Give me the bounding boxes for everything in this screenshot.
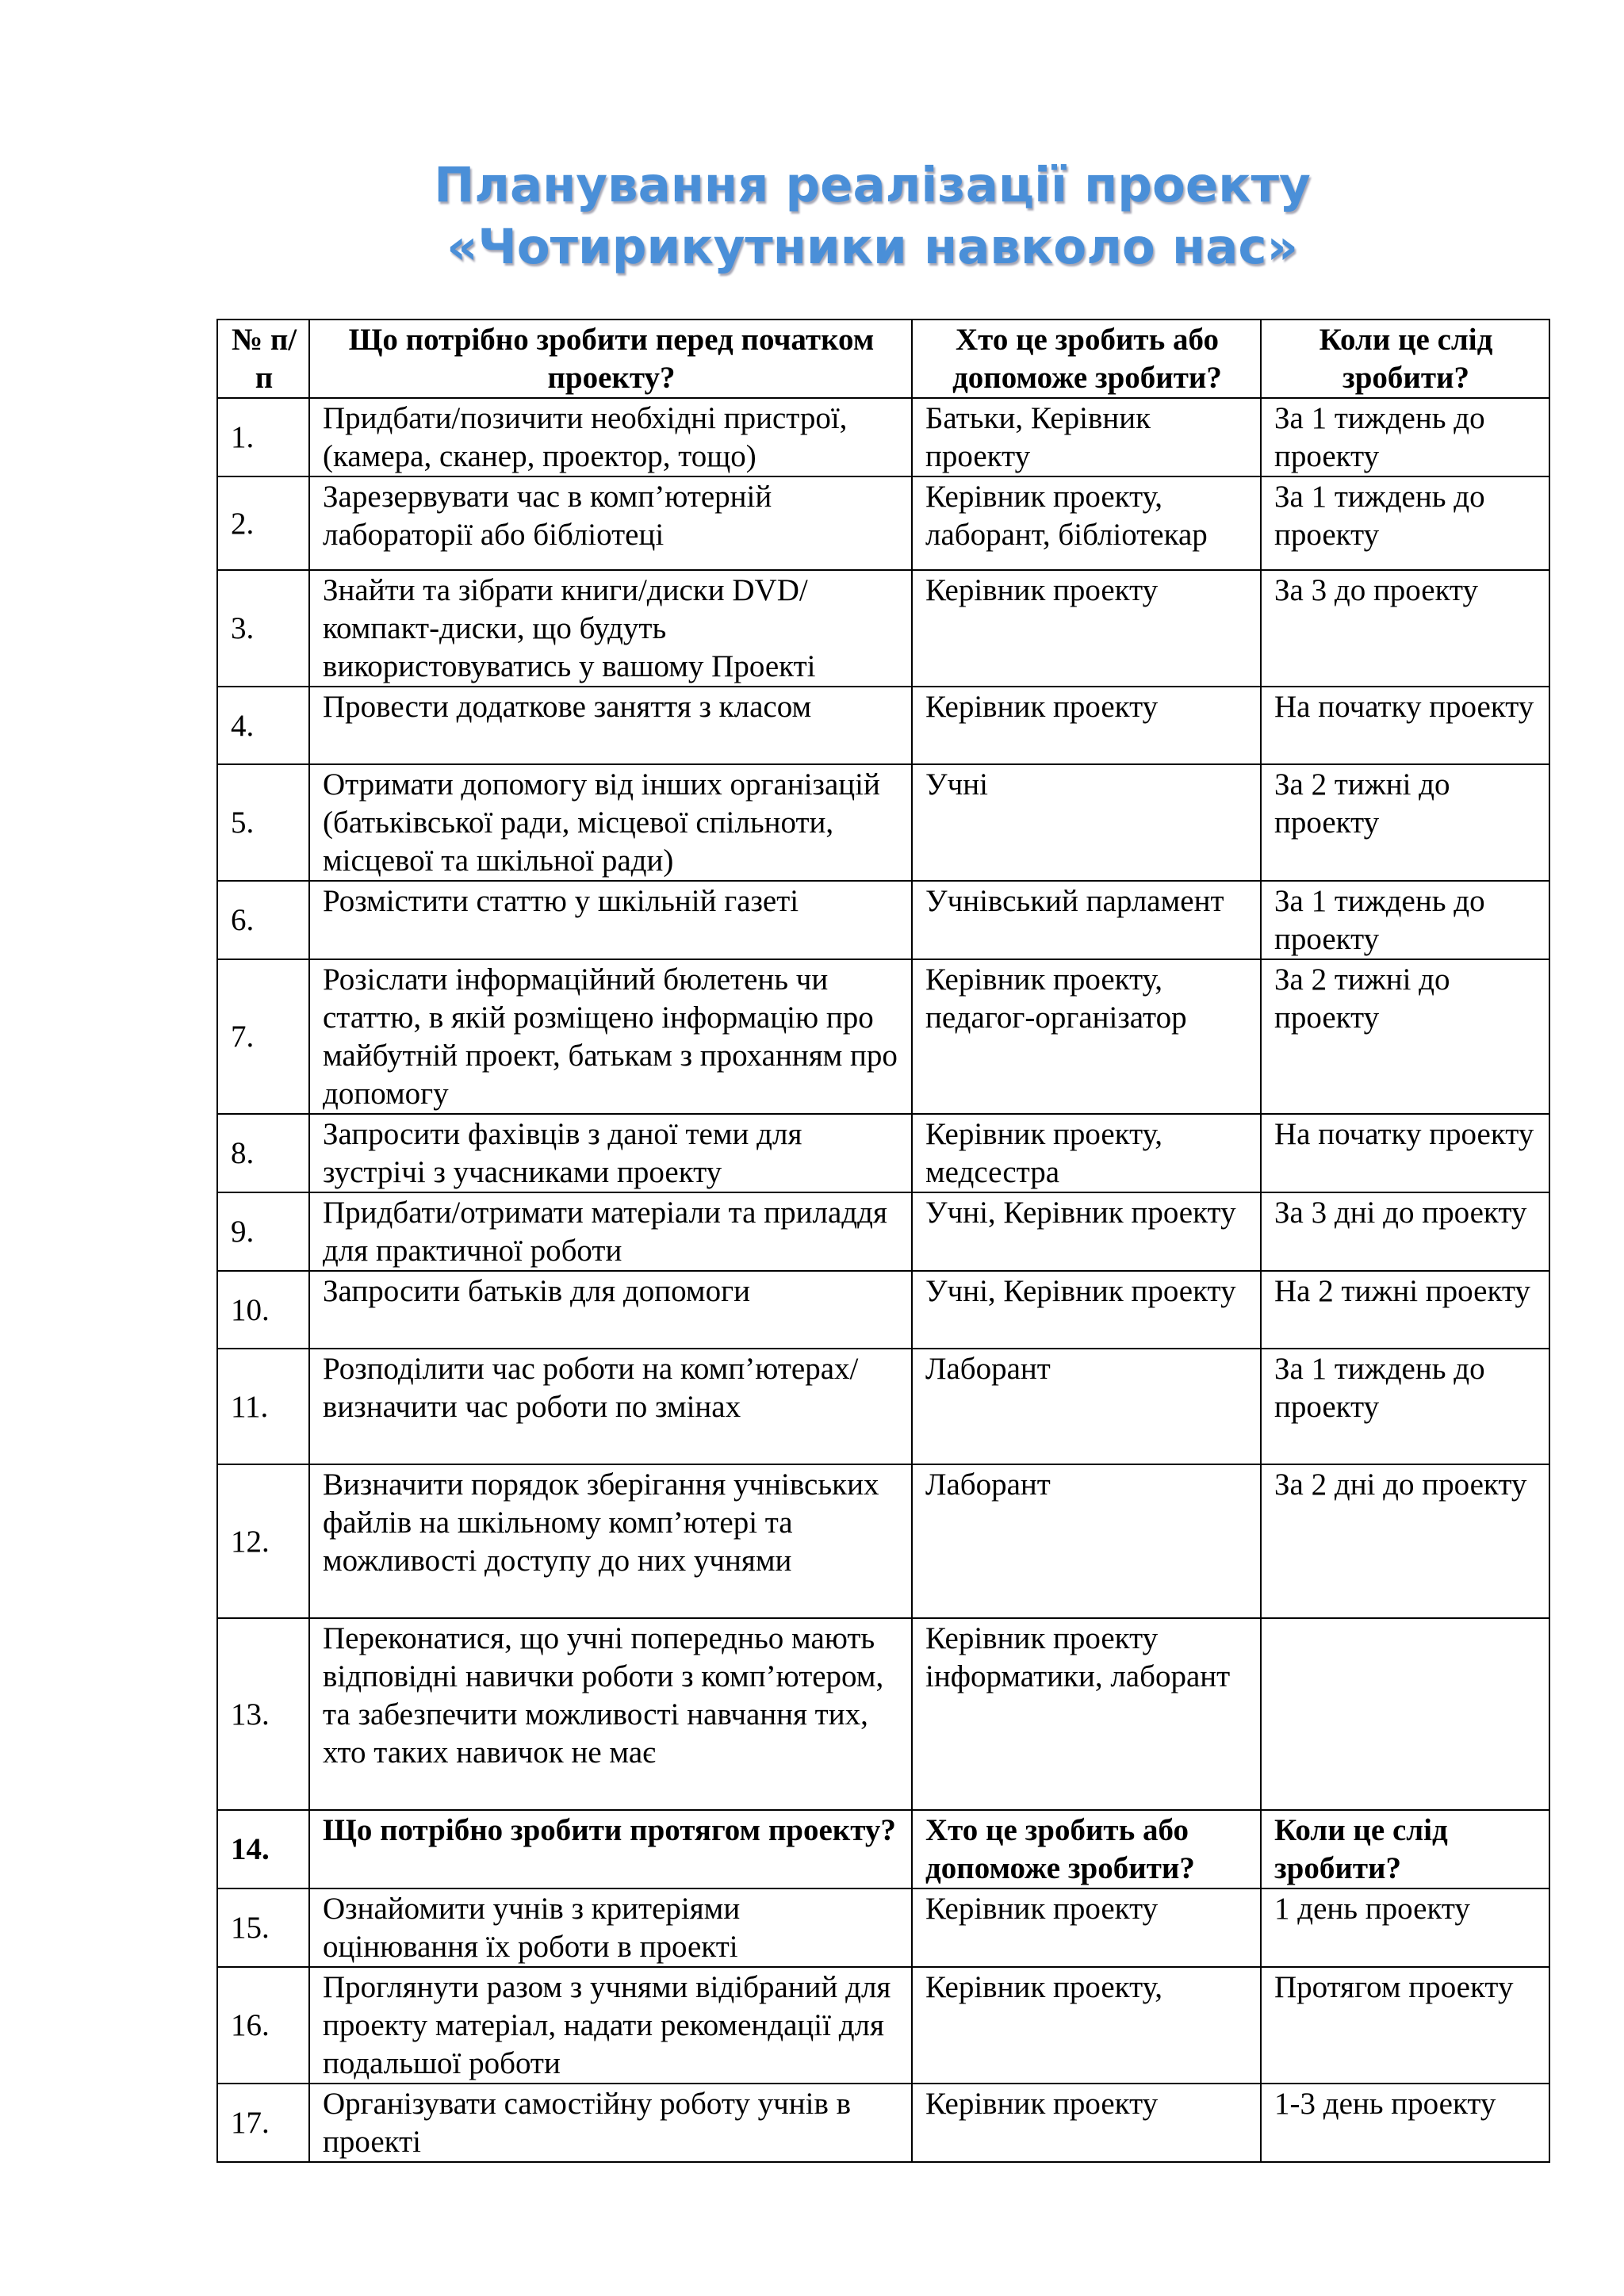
cell-task: Запросити фахівців з даної теми для зустрічі з учасниками проекту: [309, 1114, 912, 1192]
cell-task: Розіслати інформаційний бюлетень чи статтю, в якій розміщено інформацію про майбутній проект, батькам з проханням про допомогу: [309, 959, 912, 1114]
cell-number: 12.: [217, 1464, 309, 1618]
cell-responsible: Учні: [912, 764, 1261, 881]
cell-task: Запросити батьків для допомоги: [309, 1271, 912, 1349]
cell-responsible: Учні, Керівник проекту: [912, 1192, 1261, 1271]
cell-responsible: Лаборант: [912, 1349, 1261, 1464]
cell-number: 2.: [217, 476, 309, 570]
table-row: [217, 1192, 1549, 1271]
cell-deadline: На 2 тижні проекту: [1261, 1271, 1549, 1349]
cell-task: Зарезервувати час в комп’ютерній лабораторії або бібліотеці: [309, 476, 912, 570]
cell-task: Ознайомити учнів з критеріями оцінювання їх роботи в проекті: [309, 1888, 912, 1967]
cell-task: Організувати самостійну роботу учнів в проекті: [309, 2084, 912, 2162]
cell-number: 5.: [217, 764, 309, 881]
cell-responsible: Учнівський парламент: [912, 881, 1261, 959]
table-row: [217, 2084, 1549, 2162]
table-row: [217, 1349, 1549, 1464]
cell-task: Що потрібно зробити протягом проекту?: [309, 1810, 912, 1888]
cell-deadline: За 3 дні до проекту: [1261, 1192, 1549, 1271]
project-plan-table: [216, 319, 1550, 2163]
cell-task: Розподілити час роботи на комп’ютерах/визначити час роботи по змінах: [309, 1349, 912, 1464]
cell-responsible: Керівник проекту,: [912, 1967, 1261, 2084]
cell-task: Знайти та зібрати книги/диски DVD/компакт-диски, що будуть використовуватись у вашому Проекті: [309, 570, 912, 687]
table-row: [217, 1114, 1549, 1192]
cell-deadline: За 1 тиждень до проекту: [1261, 881, 1549, 959]
title-line-1: Планування реалізації проекту: [434, 157, 1311, 213]
cell-responsible: Керівник проекту інформатики, лаборант: [912, 1618, 1261, 1810]
cell-responsible: Керівник проекту: [912, 570, 1261, 687]
cell-responsible: Лаборант: [912, 1464, 1261, 1618]
table-row: [217, 570, 1549, 687]
cell-deadline: На початку проекту: [1261, 1114, 1549, 1192]
cell-task: Розмістити статтю у шкільній газеті: [309, 881, 912, 959]
cell-task: Придбати/позичити необхідні пристрої, (камера, сканер, проектор, тощо): [309, 398, 912, 476]
cell-deadline: За 2 дні до проекту: [1261, 1464, 1549, 1618]
cell-deadline: 1 день проекту: [1261, 1888, 1549, 1967]
cell-deadline: За 3 до проекту: [1261, 570, 1549, 687]
cell-number: 13.: [217, 1618, 309, 1810]
cell-number: 17.: [217, 2084, 309, 2162]
cell-number: 3.: [217, 570, 309, 687]
cell-responsible: Учні, Керівник проекту: [912, 1271, 1261, 1349]
cell-number: 15.: [217, 1888, 309, 1967]
cell-deadline: За 2 тижні до проекту: [1261, 764, 1549, 881]
table-row: [217, 1967, 1549, 2084]
header-num: № п/п: [217, 320, 309, 398]
cell-responsible: Керівник проекту, медсестра: [912, 1114, 1261, 1192]
cell-task: Переконатися, що учні попередньо мають відповідні навички роботи з комп’ютером, та забезпечити можливості навчання тих, хто таких навичок не має: [309, 1618, 912, 1810]
cell-responsible: Хто це зробить або допоможе зробити?: [912, 1810, 1261, 1888]
cell-number: 8.: [217, 1114, 309, 1192]
cell-task: Проглянути разом з учнями відібраний для проекту матеріал, надати рекомендації для подальшої роботи: [309, 1967, 912, 2084]
cell-number: 11.: [217, 1349, 309, 1464]
cell-deadline: За 1 тиждень до проекту: [1261, 476, 1549, 570]
cell-responsible: Керівник проекту: [912, 1888, 1261, 1967]
cell-task: Визначити порядок зберігання учнівських файлів на шкільному комп’ютері та можливості доступу до них учнями: [309, 1464, 912, 1618]
header-when: Коли це слід зробити?: [1261, 320, 1549, 398]
table-row: [217, 1618, 1549, 1810]
header-who: Хто це зробить або допоможе зробити?: [912, 320, 1261, 398]
cell-number: 16.: [217, 1967, 309, 2084]
cell-responsible: Керівник проекту: [912, 687, 1261, 764]
cell-number: 7.: [217, 959, 309, 1114]
cell-number: 14.: [217, 1810, 309, 1888]
cell-deadline: За 2 тижні до проекту: [1261, 959, 1549, 1114]
cell-responsible: Батьки, Керівник проекту: [912, 398, 1261, 476]
cell-responsible: Керівник проекту, лаборант, бібліотекар: [912, 476, 1261, 570]
table-row: [217, 881, 1549, 959]
table-body: [217, 398, 1549, 2162]
table-row: [217, 687, 1549, 764]
cell-number: 4.: [217, 687, 309, 764]
page-title: [0, 155, 1624, 278]
cell-task: Отримати допомогу від інших організацій (батьківської ради, місцевої спільноти, місцевої та шкільної ради): [309, 764, 912, 881]
cell-deadline: Коли це слід зробити?: [1261, 1810, 1549, 1888]
table-row: [217, 959, 1549, 1114]
table-row: [217, 398, 1549, 476]
cell-number: 6.: [217, 881, 309, 959]
cell-responsible: Керівник проекту: [912, 2084, 1261, 2162]
table-row: [217, 476, 1549, 570]
cell-number: 9.: [217, 1192, 309, 1271]
cell-deadline: За 1 тиждень до проекту: [1261, 1349, 1549, 1464]
cell-task: Провести додаткове заняття з класом: [309, 687, 912, 764]
table-row: [217, 1271, 1549, 1349]
header-task: Що потрібно зробити перед початком проекту?: [309, 320, 912, 398]
cell-number: 10.: [217, 1271, 309, 1349]
cell-deadline: 1-3 день проекту: [1261, 2084, 1549, 2162]
title-line-2: «Чотирикутники навколо нас»: [446, 219, 1298, 275]
table-row: [217, 764, 1549, 881]
cell-task: Придбати/отримати матеріали та приладдя для практичної роботи: [309, 1192, 912, 1271]
table-row: [217, 1810, 1549, 1888]
table-row: [217, 1888, 1549, 1967]
cell-deadline: На початку проекту: [1261, 687, 1549, 764]
cell-number: 1.: [217, 398, 309, 476]
cell-deadline: [1261, 1618, 1549, 1810]
table-header-row: [217, 320, 1549, 398]
cell-deadline: Протягом проекту: [1261, 1967, 1549, 2084]
table-row: [217, 1464, 1549, 1618]
cell-deadline: За 1 тиждень до проекту: [1261, 398, 1549, 476]
cell-responsible: Керівник проекту, педагог-організатор: [912, 959, 1261, 1114]
